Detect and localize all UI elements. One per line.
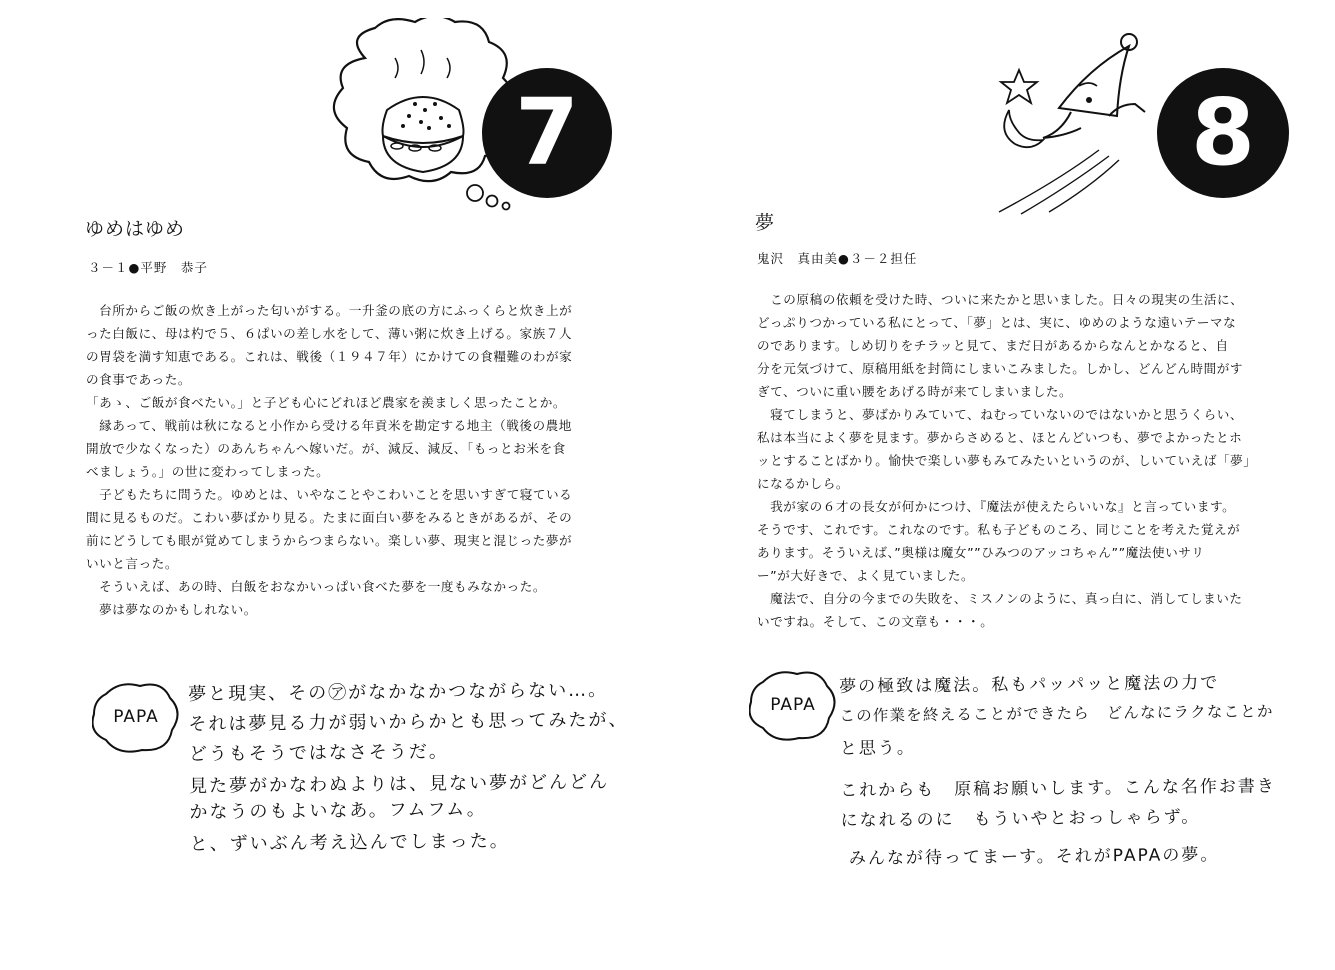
papa-comment-line: みんなが待ってまーす。それがPAPAの夢。 [848, 845, 1220, 869]
wizard-moon-star-illustration [979, 30, 1179, 220]
papa-badge [92, 680, 180, 756]
paragraph-line: ッとすることばかり。愉快で楽しい夢もみてみたいというのが、しいていえば「夢」 [757, 453, 1257, 468]
paragraph-line: 夢は夢なのかもしれない。 [86, 602, 257, 617]
right-page [667, 0, 1335, 970]
paragraph-line: べましょう。」の世に変わってしまった。 [86, 464, 330, 479]
paragraph-line: ぎて、ついに重い腰をあげる時が来てしまいました。 [757, 384, 1073, 399]
left-page [0, 0, 667, 970]
papa-comment-line: 見た夢がかなわぬよりは、見ない夢がどんどん [189, 771, 610, 797]
paragraph-line: 我が家の６才の長女が何かにつけ、『魔法が使えたらいいな』と言っています。 [757, 499, 1236, 514]
papa-label: PAPA [770, 695, 816, 715]
paragraph-line: 魔法で、自分の今までの失敗を、ミスノンのように、真っ白に、消してしまいた [757, 591, 1243, 606]
story-author: ３－１●平野 恭子 [88, 260, 208, 275]
papa-comment-line: どうもそうではなさそうだ。 [188, 741, 449, 765]
story-number-badge [482, 68, 612, 198]
paragraph-line: あります。そういえば、”奥様は魔女””ひみつのアッコちゃん””魔法使いサリ [757, 545, 1205, 560]
papa-comment-line: 夢と現実、その㋐がなかなかつながらない…。 [188, 679, 609, 705]
paragraph-line: の胃袋を満す知恵である。これは、戦後（１９４７年）にかけての食糧難のわが家 [86, 349, 573, 364]
paragraph-line: 縁あって、戦前は秋になると小作から受ける年貢米を勘定する地主（戦後の農地 [86, 418, 572, 433]
paragraph-line: 分を元気づけて、原稿用紙を封筒にしまいこみました。しかし、どんどん時間がす [757, 361, 1244, 376]
paragraph-line: いいと言った。 [86, 556, 179, 571]
paragraph-line: 開放で少なくなった）のあんちゃんへ嫁いだ。が、減反、減反、「もっとお米を食 [86, 441, 566, 456]
paragraph-line: になるかしら。 [757, 476, 850, 491]
story-number-badge [1157, 68, 1289, 198]
paragraph-line: 私は本当によく夢を見ます。夢からさめると、ほとんどいつも、夢でよかったとホ [757, 430, 1243, 445]
papa-comment-line: これからも 原稿お願いします。こんな名作お書き [840, 776, 1276, 801]
story-number: 8 [1190, 79, 1255, 186]
story-number: 7 [514, 79, 579, 186]
papa-comment-line: この作業を終えることができたら どんなにラクなことか [839, 702, 1274, 725]
paragraph-line: 子どもたちに問うた。ゆめとは、いやなことやこわいことを思いすぎて寝ている [86, 487, 573, 502]
story-author: 鬼沢 真由美●３－２担任 [757, 251, 918, 266]
papa-badge [749, 668, 837, 744]
paragraph-line: いですね。そして、この文章も・・・。 [757, 614, 994, 629]
paragraph-line: の食事であった。 [86, 372, 192, 387]
paragraph-line: 寝てしまうと、夢ばかりみていて、ねむっていないのではないかと思うくらい、 [757, 407, 1244, 422]
story-body [86, 299, 572, 621]
paragraph-line: どっぷりつかっている私にとって、「夢」とは、実に、ゆめのような遠いテーマな [757, 315, 1237, 330]
paragraph-line: この原稿の依頼を受けた時、ついに来たかと思いました。日々の現実の生活に、 [757, 292, 1244, 307]
papa-label: PAPA [113, 707, 159, 727]
paragraph-line: ー”が大好きで、よく見ていました。 [757, 568, 975, 583]
paragraph-line: そういえば、あの時、白飯をおなかいっぱい食べた夢を一度もみなかった。 [86, 579, 547, 594]
papa-comment-line: かなうのもよいなあ。フムフム。 [189, 798, 487, 823]
paragraph-line: 前にどうしても眼が覚めてしまうからつまらない。楽しい夢、現実と混じった夢が [86, 533, 573, 548]
papa-comment-line: それは夢見る力が弱いからかとも思ってみたが、 [188, 709, 629, 735]
papa-comment-line: と思う。 [839, 738, 916, 759]
paragraph-line: 台所からご飯の炊き上がった匂いがする。一升釜の底の方にふっくらと炊き上が [86, 303, 573, 318]
story-title: ゆめはゆめ [85, 218, 186, 240]
paragraph-line: 間に見るものだ。こわい夢ばかり見る。たまに面白い夢をみるときがあるが、その [86, 510, 573, 525]
paragraph-line: そうです、これです。これなのです。私も子どものころ、同じことを考えた覚えが [757, 522, 1241, 537]
paragraph-line: 「あゝ、ご飯が食べたい。」と子ども心にどれほど農家を羨ましく思ったことか。 [86, 395, 567, 410]
paragraph-line: った白飯に、母は杓で５、６ぱいの差し水をして、薄い粥に炊き上げる。家族７人 [86, 326, 573, 341]
story-body [757, 288, 1256, 633]
papa-comment-line: になれるのに もういやとおっしゃらず。 [840, 807, 1201, 831]
story-title: 夢 [755, 212, 776, 234]
papa-comment-line: 夢の極致は魔法。私もパッパッと魔法の力で [839, 673, 1220, 697]
paragraph-line: のであります。しめ切りをチラッと見て、まだ日があるからなんとかなると、自 [757, 338, 1229, 353]
papa-comment-line: と、ずいぶん考え込んでしまった。 [189, 830, 510, 855]
